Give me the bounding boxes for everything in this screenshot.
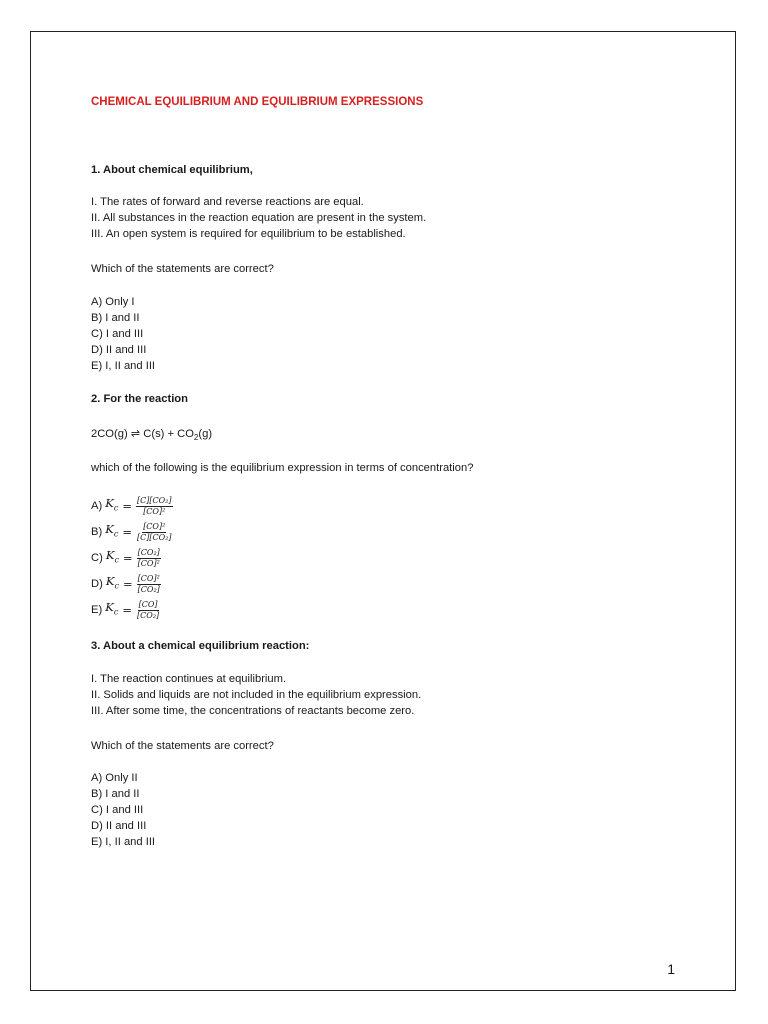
q1-option-a: A) Only I — [91, 296, 135, 308]
q1-statement-1: I. The rates of forward and reverse reactions are equal. — [91, 196, 364, 208]
option-label: D) — [91, 578, 103, 590]
q3-option-d: D) II and III — [91, 820, 147, 832]
q2-reaction — [91, 426, 212, 446]
option-label: A) — [91, 500, 103, 512]
option-label: C) — [91, 552, 103, 564]
denominator: [CO]² — [143, 506, 166, 516]
equals-sign: = — [122, 525, 133, 539]
equals-sign: = — [122, 603, 133, 617]
q1-prompt: Which of the statements are correct? — [91, 263, 274, 275]
q1-statement-3: III. An open system is required for equilibrium to be established. — [91, 228, 406, 240]
q3-option-e: E) I, II and III — [91, 836, 156, 848]
denominator: [CO₂] — [137, 610, 160, 620]
q1-option-d: D) II and III — [91, 344, 147, 356]
fraction — [137, 574, 161, 595]
q3-heading: 3. About a chemical equilibrium reaction: — [91, 640, 310, 652]
numerator: [CO] — [138, 599, 158, 609]
q3-prompt: Which of the statements are correct? — [91, 740, 274, 752]
kc-symbol: $K_c$ — [105, 600, 119, 617]
q2-option-b — [91, 519, 173, 545]
fraction — [136, 496, 173, 517]
fraction — [136, 522, 173, 543]
equals-sign: = — [123, 577, 133, 591]
reaction-left: 2CO(g) ⇌ C(s) + CO — [91, 428, 194, 440]
document-page — [30, 31, 736, 991]
q2-option-e — [91, 597, 160, 623]
kc-symbol: $K_c$ — [105, 548, 119, 565]
reaction-right: (g) — [198, 428, 213, 440]
numerator: [CO₂] — [137, 547, 160, 557]
q1-heading: 1. About chemical equilibrium, — [91, 164, 253, 176]
denominator: [CO]² — [137, 558, 160, 568]
option-label: B) — [91, 526, 103, 538]
q1-option-e: E) I, II and III — [91, 360, 156, 372]
q1-option-c: C) I and III — [91, 328, 144, 340]
q3-option-a: A) Only II — [91, 772, 138, 784]
kc-symbol: $K_c$ — [105, 522, 119, 539]
numerator: [CO]² — [137, 573, 160, 583]
kc-symbol: $K_c$ — [105, 574, 119, 591]
option-label: E) — [91, 604, 103, 616]
q2-prompt: which of the following is the equilibrium expression in terms of concentration? — [91, 462, 474, 474]
q2-option-d — [91, 571, 161, 597]
q3-statement-3: III. After some time, the concentrations of reactants become zero. — [91, 705, 415, 717]
numerator: [C][CO₂] — [137, 495, 172, 505]
kc-symbol: $K_c$ — [105, 496, 119, 513]
fraction — [137, 548, 161, 569]
numerator: [CO]² — [143, 521, 166, 531]
fraction — [136, 600, 160, 621]
q3-option-c: C) I and III — [91, 804, 144, 816]
document-title: CHEMICAL EQUILIBRIUM AND EQUILIBRIUM EXPRESSIONS — [91, 96, 424, 108]
equals-sign: = — [122, 499, 133, 513]
reaction-subscript: 2 — [193, 433, 199, 443]
q3-statement-1: I. The reaction continues at equilibrium. — [91, 673, 287, 685]
q3-option-b: B) I and II — [91, 788, 140, 800]
denominator: [CO₂] — [137, 584, 160, 594]
q2-option-a — [91, 493, 173, 519]
q2-heading: 2. For the reaction — [91, 393, 188, 405]
q1-option-b: B) I and II — [91, 312, 140, 324]
q2-option-c — [91, 545, 161, 571]
q1-statement-2: II. All substances in the reaction equation are present in the system. — [91, 212, 427, 224]
page-number: 1 — [667, 961, 675, 977]
q3-statement-2: II. Solids and liquids are not included in the equilibrium expression. — [91, 689, 422, 701]
denominator: [C][CO₂] — [137, 532, 172, 542]
equals-sign: = — [123, 551, 133, 565]
